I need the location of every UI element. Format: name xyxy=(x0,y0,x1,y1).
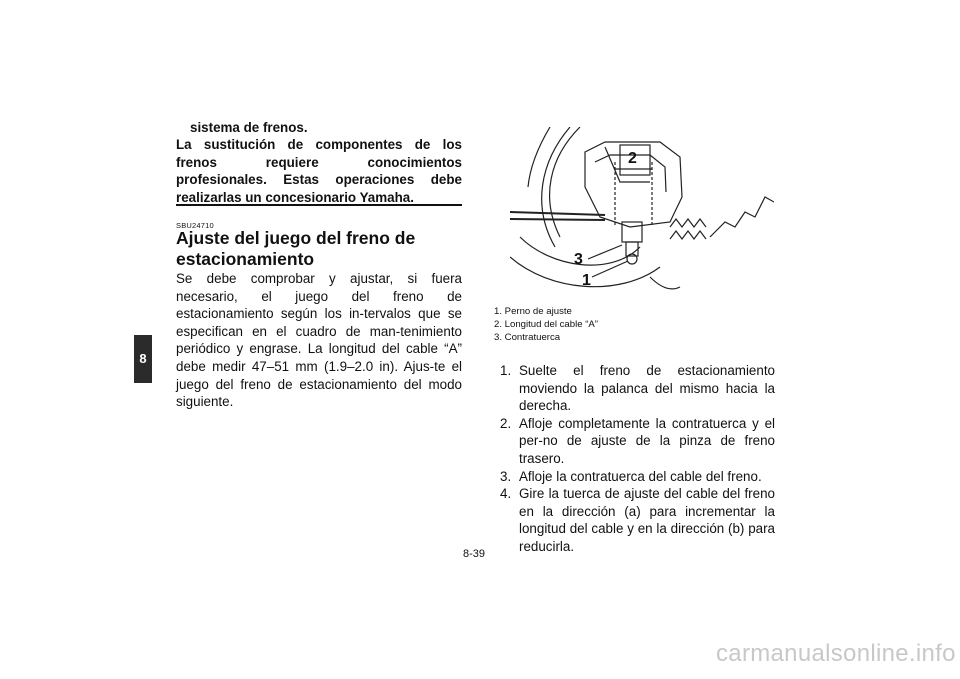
brake-caliper-illustration xyxy=(510,127,774,295)
step-number: 2. xyxy=(500,415,512,431)
page-number: 8-39 xyxy=(463,548,486,560)
callout-2: 2 xyxy=(628,150,637,167)
caption-item: 1. Perno de ajuste xyxy=(494,306,572,317)
step-text: Afloje completamente la contratuerca y el per-no de ajuste de la pinza de freno trasero. xyxy=(519,415,775,466)
callout-1: 1 xyxy=(582,272,591,289)
warning-body: La sustitución de componentes de los frenos requiere conocimientos profesionales. Estas operaciones debe realizarlas un concesionario Yamaha. xyxy=(176,137,462,205)
step-item xyxy=(500,485,775,555)
caption-item: 2. Longitud del cable “A” xyxy=(494,319,598,331)
section-code: SBU24710 xyxy=(176,221,214,230)
section-divider xyxy=(176,204,462,206)
step-text: Gire la tuerca de ajuste del cable del freno en la dirección (a) para incrementar la longitud del cable y en la dirección (b) para reducirla. xyxy=(519,486,775,554)
callout-3: 3 xyxy=(574,251,583,268)
figure-caption xyxy=(494,305,598,345)
step-item xyxy=(500,415,775,468)
step-text: Afloje la contratuerca del cable del freno. xyxy=(519,468,762,484)
section-paragraph: Se debe comprobar y ajustar, si fuera necesario, el juego del freno de estacionamiento según los in-tervalos que se especifican en el cuadro de man-tenimiento periódico y engrase. La longitud del cable “A” debe medir 47–51 mm (1.9–2.0 in). Ajus-te el juego del freno de estacionamiento del modo siguiente. xyxy=(176,271,462,410)
step-item xyxy=(500,362,775,415)
step-number: 4. xyxy=(500,486,512,502)
step-item xyxy=(500,468,775,486)
chapter-tab: 8 xyxy=(134,335,152,383)
section-title: Ajuste del juego del freno de estacionamiento xyxy=(176,228,416,269)
step-text: Suelte el freno de estacionamiento moviendo la palanca del mismo hacia la derecha. xyxy=(519,363,775,414)
watermark: carmanualsonline.info xyxy=(716,640,956,667)
warning-continuation: sistema de frenos. xyxy=(190,120,308,135)
step-number: 3. xyxy=(500,468,512,484)
step-number: 1. xyxy=(500,363,512,378)
caption-item: 3. Contratuerca xyxy=(494,332,561,344)
procedure-steps xyxy=(500,362,775,556)
